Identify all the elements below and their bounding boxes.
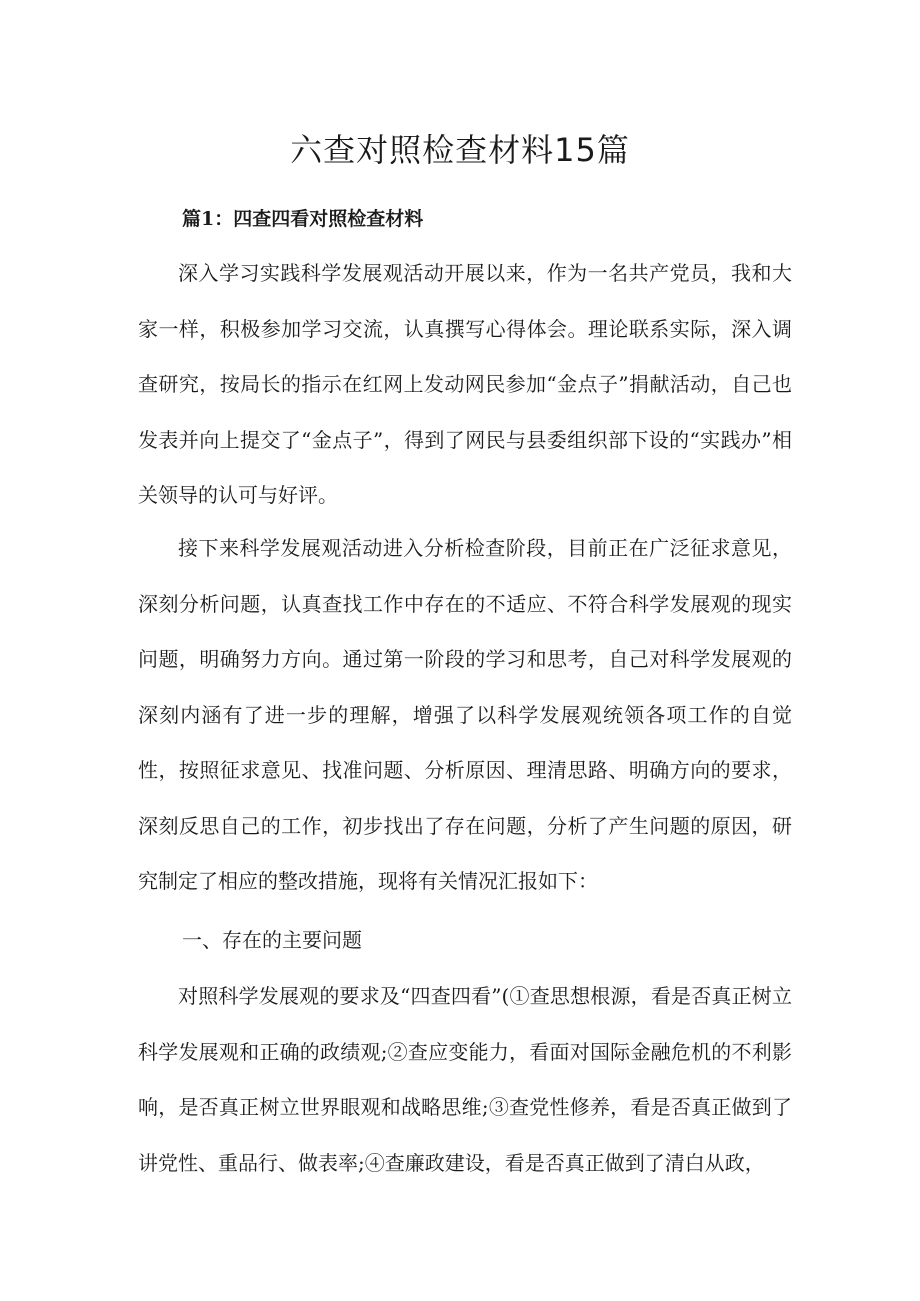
body-paragraph-2: 接下来科学发展观活动进入分析检查阶段，目前正在广泛征求意见，深刻分析问题，认真查找工作中存在的不适应、不符合科学发展观的现实问题，明确努力方向。通过第一阶段的学习和思考，自己对科学发展观的深刻内涵有了进一步的理解，增强了以科学发展观统领各项工作的自觉性，按照征求意见、找准问题、分析原因、理清思路、明确方向的要求，深刻反思自己的工作，初步找出了存在问题，分析了产生问题的原因，研究制定了相应的整改措施，现将有关情况汇报如下： bbox=[138, 536, 792, 893]
body-paragraph-3: 对照科学发展观的要求及“四查四看”(①查思想根源，看是否真正树立科学发展观和正确的政绩观;②查应变能力，看面对国际金融危机的不利影响，是否真正树立世界眼观和战略思维;③查党性修养，看是否真正做到了讲党性、重品行、做表率;④查廉政建设，看是否真正做到了清白从政， bbox=[138, 984, 792, 1175]
section-heading: 篇1：四查四看对照检查材料 bbox=[182, 208, 424, 230]
document-title: 六查对照检查材料15篇 bbox=[290, 131, 630, 169]
sub-heading: 一、存在的主要问题 bbox=[182, 928, 362, 952]
body-paragraph-1: 深入学习实践科学发展观活动开展以来，作为一名共产党员，我和大家一样，积极参加学习交流，认真撰写心得体会。理论联系实际，深入调查研究，按局长的指示在红网上发动网民参加“金点子”捐献活动，自己也发表并向上提交了“金点子”，得到了网民与县委组织部下设的“实践办”相关领导的认可与好评。 bbox=[138, 261, 792, 507]
